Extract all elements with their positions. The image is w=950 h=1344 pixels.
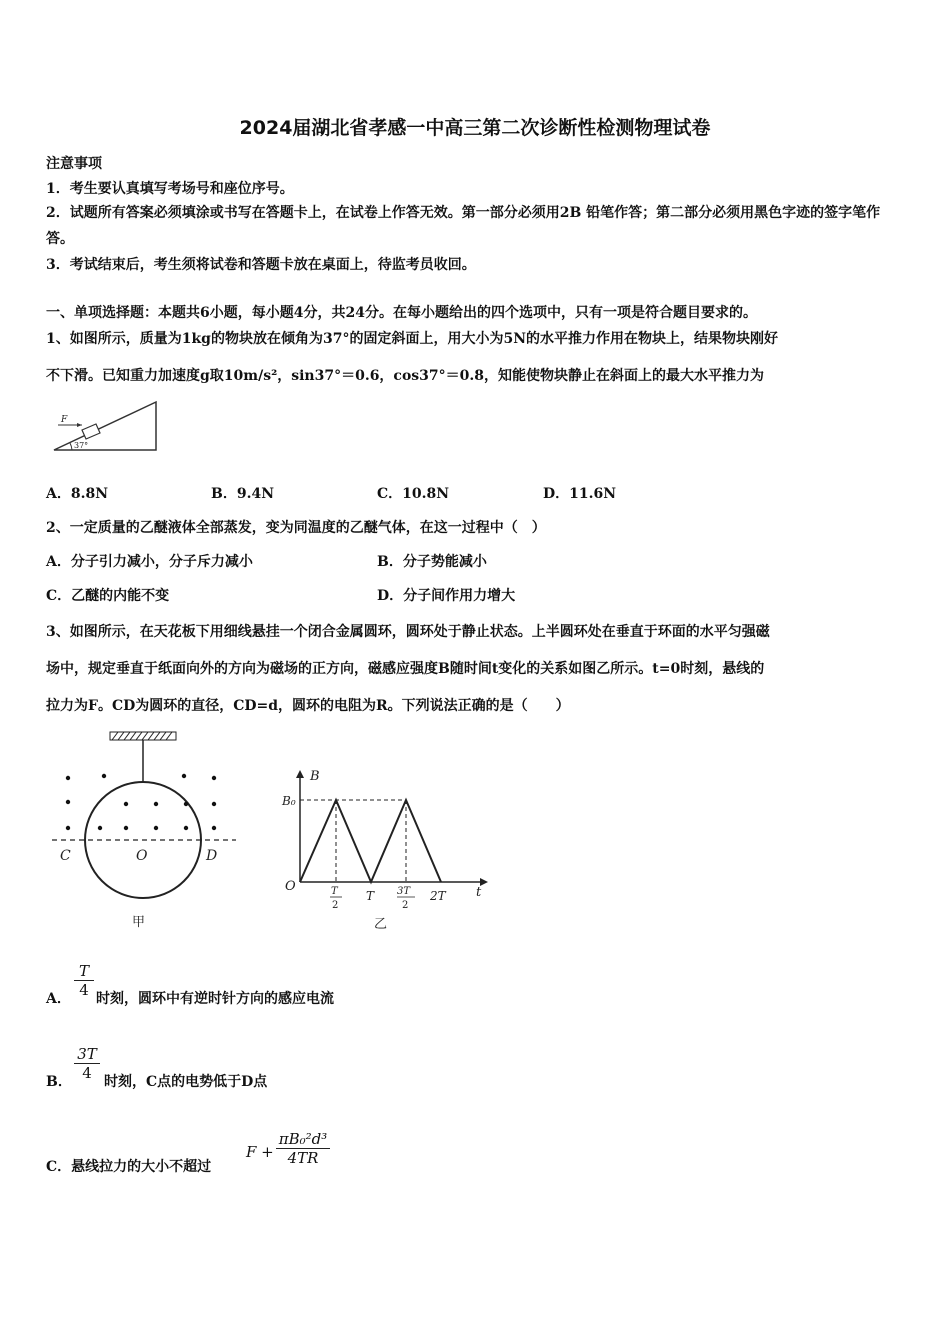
q1-stem-line1: 1、如图所示，质量为1kg的物块放在倾角为37°的固定斜面上，用大小为5N的水平推力作用在物块上，结果物块刚好 <box>46 331 778 347</box>
q1-option-a: A．8.8N <box>46 486 109 502</box>
page-title: 2024届湖北省孝感一中高三第二次诊断性检测物理试卷 <box>239 117 711 139</box>
b0-label: B₀ <box>282 794 296 808</box>
ring-label-c: C <box>60 848 71 864</box>
q3-option-c-den: 4TR <box>287 1149 319 1167</box>
q1-option-c: C．10.8N <box>377 486 450 502</box>
tick-2t: 2T <box>430 889 446 903</box>
q1-option-b: B．9.4N <box>211 486 274 502</box>
ring-label-d: D <box>206 848 218 864</box>
notice-heading: 注意事项 <box>46 156 102 172</box>
q1-angle-label: 37° <box>74 441 89 450</box>
q2-option-c: C．乙醚的内能不变 <box>46 588 170 604</box>
ring-label-o: O <box>136 848 148 864</box>
q3-option-b-text: 时刻，C点的电势低于D点 <box>104 1074 268 1090</box>
q1-option-d: D．11.6N <box>543 486 617 502</box>
q3-option-a-label: A． <box>46 991 71 1007</box>
q3-b-t-graph <box>280 760 500 940</box>
notice-item-2: 2．试题所有答案必须填涂或书写在答题卡上，在试卷上作答无效。第一部分必须用2B 铅笔作答；第二部分必须用黑色字迹的签字笔作答。 <box>46 205 881 247</box>
q3-stem-line1: 3、如图所示，在天花板下用细线悬挂一个闭合金属圆环，圆环处于静止状态。上半圆环处在垂直于环面的水平匀强磁 <box>46 624 770 640</box>
q3-option-b-fraction <box>74 1045 100 1082</box>
q3-option-c-expr-prefix: F + <box>246 1143 274 1161</box>
q3-stem-line2: 场中，规定垂直于纸面向外的方向为磁场的正方向，磁感应强度B随时间t变化的关系如图乙所示。t=0时刻，悬线的 <box>46 661 765 677</box>
q2-option-a: A．分子引力减小，分子斥力减小 <box>46 554 253 570</box>
q3-option-a-text: 时刻，圆环中有逆时针方向的感应电流 <box>96 991 334 1007</box>
q3-option-b-den: 4 <box>82 1064 92 1082</box>
q3-option-b-label: B． <box>46 1074 72 1090</box>
notice-item-3: 3．考试结束后，考生须将试卷和答题卡放在桌面上，待监考员收回。 <box>46 257 476 273</box>
q2-option-d: D．分子间作用力增大 <box>377 588 516 604</box>
q3-option-c-label: C．悬线拉力的大小不超过 <box>46 1159 212 1175</box>
q1-incline-figure <box>50 398 162 456</box>
axis-t-label: t <box>476 885 482 900</box>
origin-label: O <box>285 879 296 894</box>
tick-3t-half-den: 2 <box>402 900 409 911</box>
tick-t-half-den: 2 <box>332 900 339 911</box>
q3-ring-figure <box>44 728 244 938</box>
ring-caption: 甲 <box>132 915 146 930</box>
q3-option-c-fraction <box>276 1130 330 1167</box>
q3-option-c-num: πB₀²d³ <box>278 1130 328 1148</box>
q1-force-label: F <box>61 415 68 425</box>
q3-option-b-num: 3T <box>77 1045 97 1063</box>
section-1-heading: 一、单项选择题：本题共6小题，每小题4分，共24分。在每小题给出的四个选项中，只有一项是符合题目要求的。 <box>46 305 757 321</box>
q2-option-b: B．分子势能减小 <box>377 554 487 570</box>
tick-3t-half-num: 3T <box>397 886 411 897</box>
graph-caption: 乙 <box>374 917 388 932</box>
q3-stem-line3: 拉力为F。CD为圆环的直径，CD=d，圆环的电阻为R。下列说法正确的是（ ） <box>46 698 570 714</box>
q3-option-a-fraction <box>74 962 94 999</box>
tick-t: T <box>366 889 375 903</box>
q2-stem: 2、一定质量的乙醚液体全部蒸发，变为同温度的乙醚气体，在这一过程中（ ） <box>46 520 546 536</box>
notice-item-1: 1．考生要认真填写考场号和座位序号。 <box>46 181 294 197</box>
q3-option-a-num: T <box>78 962 89 980</box>
tick-t-half-num: T <box>331 886 338 897</box>
q1-stem-line2: 不下滑。已知重力加速度g取10m/s²，sin37°＝0.6，cos37°＝0.8，知能使物块静止在斜面上的最大水平推力为 <box>46 368 765 384</box>
q3-option-a-den: 4 <box>79 981 89 999</box>
axis-b-label: B <box>310 769 320 784</box>
b-t-line <box>300 800 441 882</box>
